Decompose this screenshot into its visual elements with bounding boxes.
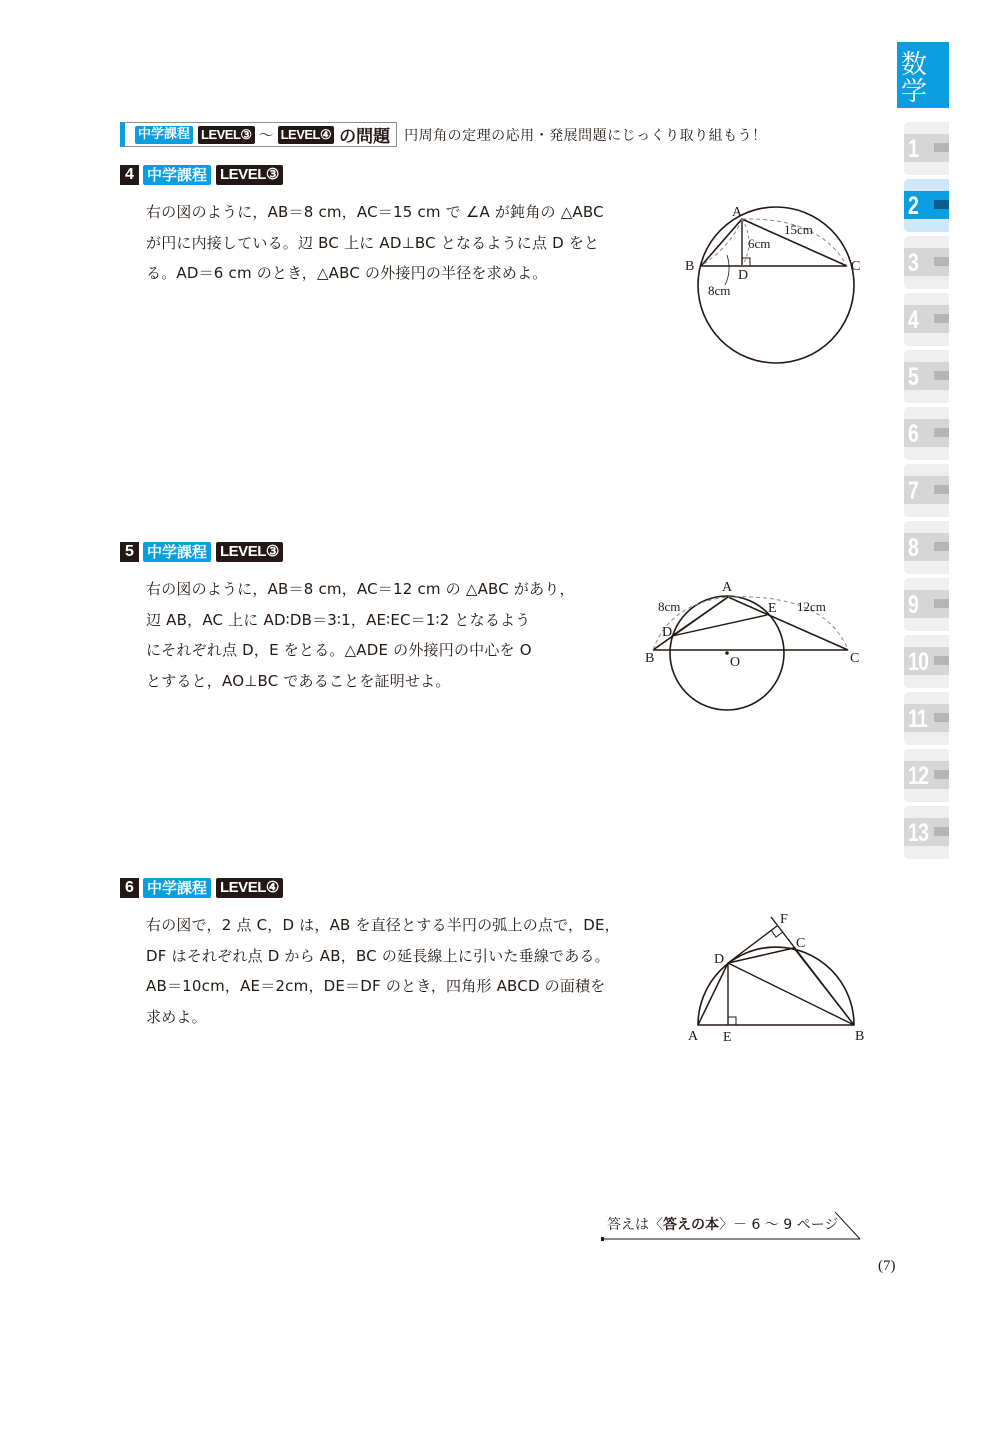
label-ab-length: 8cm bbox=[658, 599, 681, 614]
chapter-tab-label: 6 bbox=[908, 420, 919, 448]
chapter-tab-label: 8 bbox=[908, 534, 919, 562]
label-c: C bbox=[796, 936, 806, 951]
label-a: A bbox=[688, 1029, 699, 1044]
tab-dash-icon bbox=[934, 599, 949, 608]
course-badge: 中学課程 bbox=[143, 165, 211, 185]
problem-number: 5 bbox=[120, 542, 139, 562]
label-b: B bbox=[645, 651, 655, 666]
problem-6-text bbox=[146, 910, 620, 1032]
chapter-tab-label: 1 bbox=[908, 135, 919, 163]
subject-tab[interactable] bbox=[897, 42, 949, 108]
chapter-tab-11[interactable] bbox=[904, 692, 949, 745]
chapter-tab-2[interactable] bbox=[904, 179, 949, 232]
label-o: O bbox=[730, 655, 741, 670]
label-b: B bbox=[685, 259, 695, 274]
tab-dash-icon bbox=[934, 485, 949, 494]
problem-6-header bbox=[120, 878, 283, 898]
label-c: C bbox=[850, 651, 860, 666]
chapter-tab-7[interactable] bbox=[904, 464, 949, 517]
problem-line: る。AD＝6 cm のとき，△ABC の外接円の半径を求めよ。 bbox=[146, 264, 548, 282]
problem-line: DF はそれぞれ点 D から AB，BC の延長線上に引いた垂線である。 bbox=[146, 946, 610, 965]
page-number: (7) bbox=[878, 1258, 896, 1274]
section-title-box bbox=[120, 122, 397, 147]
chapter-tab-label: 12 bbox=[908, 762, 929, 790]
chapter-tabs bbox=[904, 122, 949, 863]
level-badge-from: LEVEL③ bbox=[198, 126, 255, 144]
chapter-tab-label: 2 bbox=[908, 192, 919, 220]
answer-book-title: 答えの本 bbox=[663, 1217, 719, 1233]
problem-6-figure bbox=[680, 905, 880, 1050]
chapter-tab-label: 5 bbox=[908, 363, 919, 391]
level-badge: LEVEL④ bbox=[216, 878, 283, 898]
tab-dash-icon bbox=[934, 713, 949, 722]
answer-ref-prefix: 答えは〈 bbox=[607, 1217, 663, 1233]
chapter-tab-label: 10 bbox=[908, 648, 929, 676]
chapter-tab-9[interactable] bbox=[904, 578, 949, 631]
level-badge: LEVEL③ bbox=[216, 165, 283, 185]
label-b: B bbox=[855, 1029, 865, 1044]
chapter-tab-label: 3 bbox=[908, 249, 919, 277]
tab-dash-icon bbox=[934, 257, 949, 266]
chapter-tab-8[interactable] bbox=[904, 521, 949, 574]
problem-line: とすると，AO⊥BC であることを証明せよ。 bbox=[146, 671, 451, 690]
tab-dash-icon bbox=[934, 428, 949, 437]
problem-4-figure bbox=[670, 195, 880, 375]
problem-line: 右の図のように，AB＝8 cm，AC＝15 cm で ∠A が鈍角の △ABC bbox=[146, 203, 604, 221]
label-ad-length: 6cm bbox=[748, 236, 771, 251]
label-e: E bbox=[768, 601, 777, 616]
chapter-tab-5[interactable] bbox=[904, 350, 949, 403]
chapter-tab-3[interactable] bbox=[904, 236, 949, 289]
course-badge: 中学課程 bbox=[143, 878, 211, 898]
level-badge-to: LEVEL④ bbox=[278, 126, 335, 144]
tab-dash-icon bbox=[934, 200, 949, 209]
problem-line: が円に内接している。辺 BC 上に AD⊥BC となるように点 D をと bbox=[146, 233, 600, 252]
tab-dash-icon bbox=[934, 770, 949, 779]
problem-5-text bbox=[146, 574, 575, 696]
level-badge: LEVEL③ bbox=[216, 542, 283, 562]
course-badge: 中学課程 bbox=[143, 542, 211, 562]
label-d: D bbox=[738, 268, 749, 283]
chapter-tab-label: 4 bbox=[908, 306, 919, 334]
range-tilde: ～ bbox=[258, 126, 274, 144]
label-ac-length: 12cm bbox=[797, 599, 826, 614]
answer-reference bbox=[601, 1210, 861, 1240]
tab-dash-icon bbox=[934, 827, 949, 836]
chapter-tab-13[interactable] bbox=[904, 806, 949, 859]
answer-ref-suffix: 〉－ 6 ～ 9 ページ bbox=[719, 1217, 839, 1233]
tab-dash-icon bbox=[934, 143, 949, 152]
section-title: の問題 bbox=[339, 127, 391, 147]
problem-line: 辺 AB，AC 上に AD∶DB＝3∶1，AE∶EC＝1∶2 となるよう bbox=[146, 610, 531, 629]
tab-dash-icon bbox=[934, 542, 949, 551]
chapter-tab-label: 9 bbox=[908, 591, 919, 619]
chapter-tab-label: 13 bbox=[908, 819, 929, 847]
label-f: F bbox=[780, 912, 788, 927]
tab-dash-icon bbox=[934, 314, 949, 323]
chapter-tab-1[interactable] bbox=[904, 122, 949, 175]
chapter-tab-10[interactable] bbox=[904, 635, 949, 688]
problem-line: AB＝10cm，AE＝2cm，DE＝DF のとき，四角形 ABCD の面積を bbox=[146, 977, 606, 995]
label-d: D bbox=[714, 952, 725, 967]
section-header bbox=[120, 122, 767, 147]
problem-line: 右の図で，2 点 C，D は，AB を直径とする半円の弧上の点で，DE， bbox=[146, 916, 620, 934]
label-ab-length: 8cm bbox=[708, 283, 731, 298]
problem-5-figure bbox=[640, 575, 870, 715]
label-a: A bbox=[722, 580, 733, 595]
subject-label: 数学 bbox=[901, 50, 928, 107]
problem-line: 右の図のように，AB＝8 cm，AC＝12 cm の △ABC があり， bbox=[146, 580, 575, 598]
answer-ref-text bbox=[607, 1214, 838, 1234]
problem-number: 4 bbox=[120, 165, 139, 185]
chapter-tab-4[interactable] bbox=[904, 293, 949, 346]
problem-line: にそれぞれ点 D，E をとる。△ADE の外接円の中心を O bbox=[146, 641, 532, 659]
chapter-tab-label: 7 bbox=[908, 477, 919, 505]
problem-line: 求めよ。 bbox=[146, 1007, 207, 1026]
label-e: E bbox=[723, 1030, 732, 1045]
tab-dash-icon bbox=[934, 656, 949, 665]
chapter-tab-6[interactable] bbox=[904, 407, 949, 460]
section-subtitle: 円周角の定理の応用・発展問題にじっくり取り組もう！ bbox=[404, 127, 767, 144]
chapter-tab-12[interactable] bbox=[904, 749, 949, 802]
problem-number: 6 bbox=[120, 878, 139, 898]
tab-dash-icon bbox=[934, 371, 949, 380]
problem-4-header bbox=[120, 165, 283, 185]
problem-5-header bbox=[120, 542, 283, 562]
label-ac-length: 15cm bbox=[784, 222, 813, 237]
chapter-tab-label: 11 bbox=[908, 705, 928, 733]
label-c: C bbox=[851, 259, 861, 274]
label-d: D bbox=[662, 625, 673, 640]
course-badge: 中学課程 bbox=[135, 126, 193, 144]
problem-4-text bbox=[146, 197, 604, 289]
label-a: A bbox=[732, 205, 743, 220]
